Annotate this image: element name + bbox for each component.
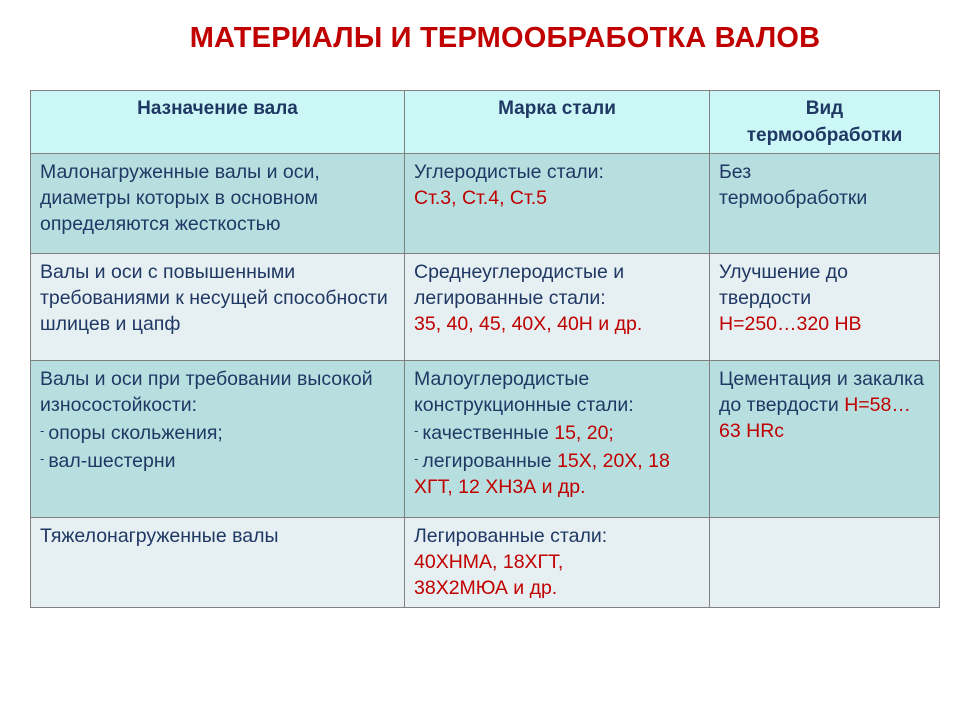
dash-icon: -	[40, 451, 45, 466]
materials-table	[30, 90, 940, 608]
treatment-value: Н=58… 63 HRc	[719, 394, 911, 442]
cell-treatment	[710, 518, 940, 608]
treatment-value: Н=250…320 НВ	[719, 313, 862, 335]
list-item: - вал-шестерни	[40, 450, 176, 472]
page-title: МАТЕРИАЛЫ И ТЕРМООБРАБОТКА ВАЛОВ	[189, 22, 821, 54]
purpose-text: Валы и оси при требовании высокой износостойкости:	[40, 368, 373, 416]
cell-purpose: Малонагруженные валы и оси, диаметры которых в основном определяются жесткостью	[31, 154, 405, 254]
steel-text: Легированные стали:	[414, 525, 608, 547]
header-heat-treatment: Вид термообработки	[710, 91, 940, 154]
treatment-text: Цементация и закалка до твердости	[719, 368, 924, 416]
cell-treatment	[710, 254, 940, 361]
steel-text: Среднеуглеродистые и легированные стали:	[414, 261, 625, 309]
steel-text: Малоуглеродистые конструкционные стали:	[414, 368, 634, 416]
list-item: - легированные 15Х, 20Х, 18 ХГТ, 12 ХН3А и др.	[414, 450, 670, 498]
table-row	[31, 518, 940, 608]
treatment-text: Улучшение до твердости	[719, 261, 849, 309]
steel-grades: Ст.3, Ст.4, Ст.5	[414, 187, 548, 209]
cell-purpose: Валы и оси с повышенными требованиями к несущей способности шлицев и цапф	[31, 254, 405, 361]
header-purpose: Назначение вала	[31, 91, 405, 154]
steel-text: Углеродистые стали:	[414, 161, 604, 183]
dash-icon: -	[414, 423, 419, 438]
table-header-row	[31, 91, 940, 154]
steel-grades: 40ХНМА, 18ХГТ, 38Х2МЮА и др.	[414, 551, 564, 599]
list-item: - опоры скольжения;	[40, 422, 223, 444]
cell-treatment	[710, 361, 940, 518]
list-item: - качественные 15, 20;	[414, 422, 614, 444]
table-row	[31, 154, 940, 254]
header-steel-grade: Марка стали	[405, 91, 710, 154]
table-row	[31, 361, 940, 518]
cell-steel	[405, 361, 710, 518]
cell-purpose: Тяжелонагруженные валы	[31, 518, 405, 608]
cell-purpose	[31, 361, 405, 518]
dash-icon: -	[40, 423, 45, 438]
steel-grades: 35, 40, 45, 40Х, 40Н и др.	[414, 313, 643, 335]
cell-steel	[405, 154, 710, 254]
cell-treatment: Без термообработки	[710, 154, 940, 254]
cell-steel	[405, 518, 710, 608]
cell-steel	[405, 254, 710, 361]
table-row	[31, 254, 940, 361]
dash-icon: -	[414, 451, 419, 466]
